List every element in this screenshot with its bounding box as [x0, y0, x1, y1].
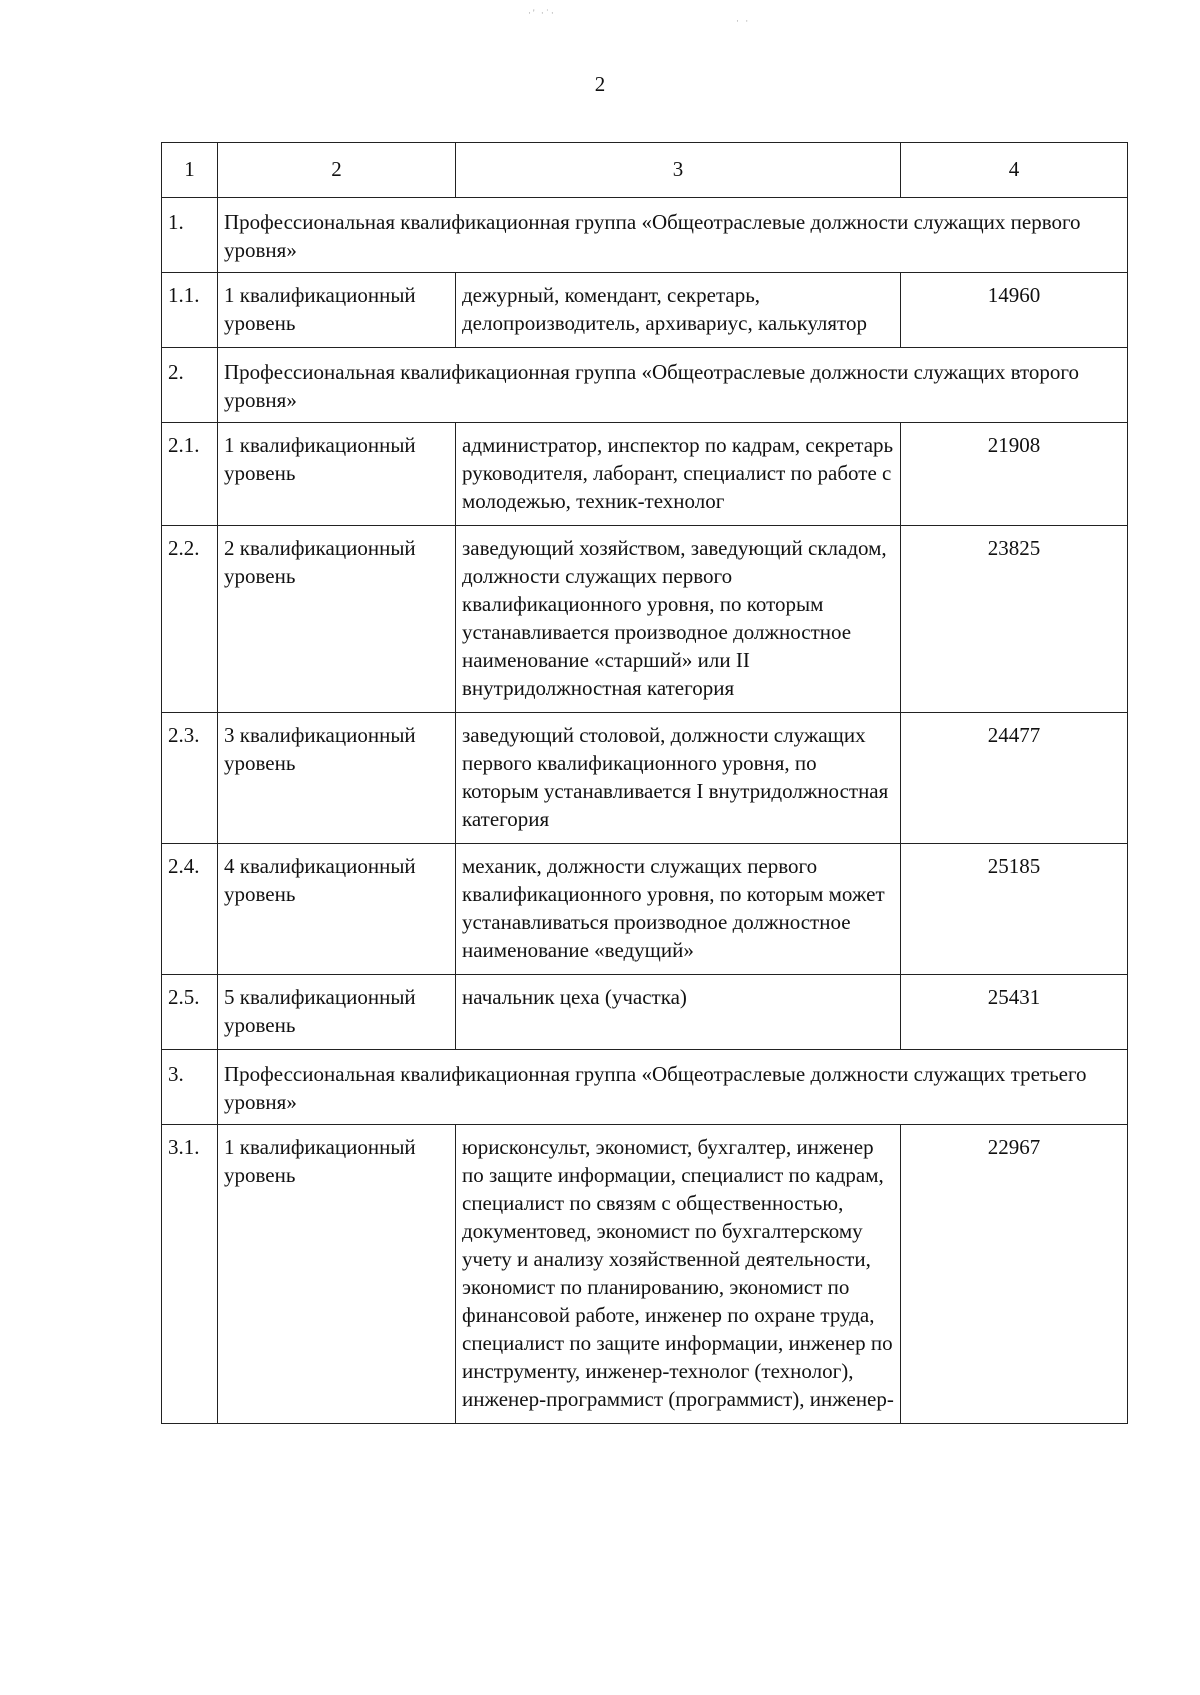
qualification-level: 2 квалификационный уровень	[218, 526, 456, 713]
row-number: 3.1.	[162, 1125, 218, 1424]
scan-speck: · ·	[736, 16, 751, 26]
table-row	[162, 1125, 1128, 1424]
header-cell-4: 4	[901, 143, 1128, 198]
header-cell-3: 3	[456, 143, 901, 198]
table-row	[162, 713, 1128, 844]
positions-list: начальник цеха (участка)	[456, 975, 901, 1050]
positions-list: заведующий столовой, должности служащих первого квалификационного уровня, по которым устанавливается I внутридолжностная категория	[456, 713, 901, 844]
group-title: Профессиональная квалификационная группа «Общеотраслевые должности служащих второго уровня»	[218, 348, 1128, 423]
header-row	[162, 143, 1128, 198]
row-number: 2.4.	[162, 844, 218, 975]
row-number: 2.3.	[162, 713, 218, 844]
qualification-level: 1 квалификационный уровень	[218, 1125, 456, 1424]
row-number: 2.2.	[162, 526, 218, 713]
table-row	[162, 526, 1128, 713]
table-row	[162, 975, 1128, 1050]
header-cell-1: 1	[162, 143, 218, 198]
row-number: 3.	[162, 1050, 218, 1125]
positions-list: механик, должности служащих первого квалификационного уровня, по которым может устанавливаться производное должностное наименование «ведущий»	[456, 844, 901, 975]
group-row	[162, 198, 1128, 273]
salary-amount: 24477	[901, 713, 1128, 844]
qualification-level: 3 квалификационный уровень	[218, 713, 456, 844]
salary-amount: 14960	[901, 273, 1128, 348]
group-row	[162, 1050, 1128, 1125]
qualification-level: 1 квалификационный уровень	[218, 423, 456, 526]
group-title: Профессиональная квалификационная группа «Общеотраслевые должности служащих первого уровня»	[218, 198, 1128, 273]
row-number: 2.1.	[162, 423, 218, 526]
row-number: 2.5.	[162, 975, 218, 1050]
salary-amount: 21908	[901, 423, 1128, 526]
qualification-level: 4 квалификационный уровень	[218, 844, 456, 975]
group-title: Профессиональная квалификационная группа «Общеотраслевые должности служащих третьего уровня»	[218, 1050, 1128, 1125]
table-row	[162, 844, 1128, 975]
positions-list: дежурный, комендант, секретарь, делопроизводитель, архивариус, калькулятор	[456, 273, 901, 348]
salary-amount: 25431	[901, 975, 1128, 1050]
table-row	[162, 273, 1128, 348]
row-number: 2.	[162, 348, 218, 423]
qualification-level: 1 квалификационный уровень	[218, 273, 456, 348]
group-row	[162, 348, 1128, 423]
scan-speck: ·' ·˙·	[528, 8, 556, 18]
salary-amount: 25185	[901, 844, 1128, 975]
table-row	[162, 423, 1128, 526]
salary-amount: 22967	[901, 1125, 1128, 1424]
header-cell-2: 2	[218, 143, 456, 198]
row-number: 1.	[162, 198, 218, 273]
row-number: 1.1.	[162, 273, 218, 348]
page-number: 2	[594, 72, 606, 96]
salary-amount: 23825	[901, 526, 1128, 713]
positions-list: администратор, инспектор по кадрам, секретарь руководителя, лаборант, специалист по работе с молодежью, техник-технолог	[456, 423, 901, 526]
qualification-level: 5 квалификационный уровень	[218, 975, 456, 1050]
positions-list: юрисконсульт, экономист, бухгалтер, инженер по защите информации, специалист по кадрам, специалист по связям с общественностью, документовед, экономист по бухгалтерскому учету и анализу хозяйственной деятельности, экономист по планированию, экономист по финансовой работе, инженер по охране труда, специалист по защите информации, инженер по инструменту, инженер-технолог (технолог), инженер-программист (программист), инженер-	[456, 1125, 901, 1424]
positions-list: заведующий хозяйством, заведующий складом, должности служащих первого квалификационного уровня, по которым устанавливается производное должностное наименование «старший» или II внутридолжностная категория	[456, 526, 901, 713]
qualification-table	[161, 142, 1128, 1424]
